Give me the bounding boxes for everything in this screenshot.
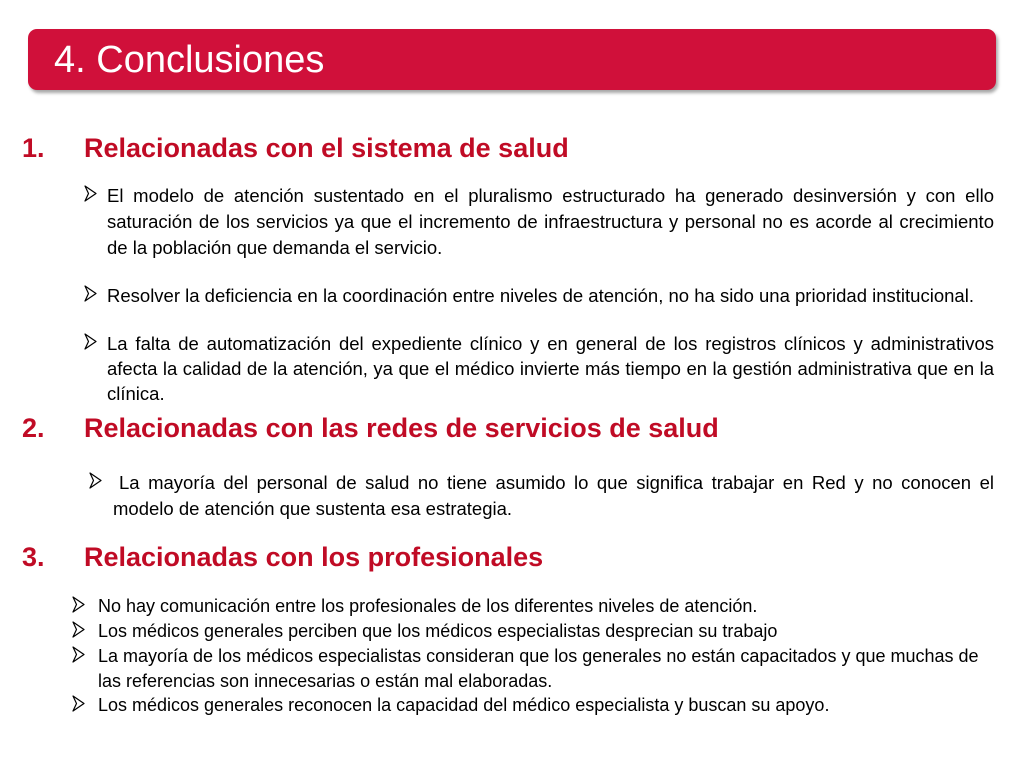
section-2-title: Relacionadas con las redes de servicios de salud (84, 413, 719, 443)
arrow-bullet-icon (84, 185, 97, 202)
section-3-bullet-3 (72, 644, 982, 694)
bullet-text: No hay comunicación entre los profesionales de los diferentes niveles de atención. (98, 596, 758, 616)
section-1-bullet-1 (84, 183, 994, 261)
arrow-bullet-icon (89, 472, 102, 489)
arrow-bullet-icon (72, 695, 85, 712)
section-3-title: Relacionadas con los profesionales (84, 542, 544, 572)
section-1-bullet-2 (84, 283, 994, 308)
bullet-text: El modelo de atención sustentado en el pluralismo estructurado ha generado desinversión y con ello saturación de los servicios ya que el incremento de infraestructura y personal no es acorde al crecimiento de la población que demanda el servicio. (107, 185, 994, 258)
section-3-bullet-2 (72, 619, 1002, 644)
bullet-text: Resolver la deficiencia en la coordinación entre niveles de atención, no ha sido una prioridad institucional. (107, 285, 974, 306)
bullet-text: Los médicos generales perciben que los médicos especialistas desprecian su trabajo (98, 621, 778, 641)
bullet-text: La falta de automatización del expediente clínico y en general de los registros clínicos y administrativos afecta la calidad de la atención, ya que el médico invierte más tiempo en la gestión administrativa que en la clínica. (107, 333, 994, 404)
arrow-bullet-icon (84, 285, 97, 302)
title-bar (28, 29, 996, 90)
section-1-number: 1. (22, 133, 45, 163)
bullet-text: La mayoría del personal de salud no tiene asumido lo que significa trabajar en Red y no conocen el modelo de atención que sustenta esa estrategia. (113, 472, 994, 519)
section-2-bullet-1 (89, 470, 994, 522)
slide-title: 4. Conclusiones (54, 39, 325, 81)
section-3-number: 3. (22, 542, 45, 572)
section-2-number: 2. (22, 413, 45, 443)
bullet-text: La mayoría de los médicos especialistas consideran que los generales no están capacitados y que muchas de las referencias son innecesarias o están mal elaboradas. (98, 646, 979, 691)
arrow-bullet-icon (72, 646, 85, 663)
section-1-heading (22, 132, 722, 164)
arrow-bullet-icon (72, 596, 85, 613)
arrow-bullet-icon (84, 333, 97, 350)
bullet-text: Los médicos generales reconocen la capacidad del médico especialista y buscan su apoyo. (98, 695, 830, 715)
arrow-bullet-icon (72, 621, 85, 638)
section-1-bullet-3 (84, 331, 994, 406)
section-3-bullet-4 (72, 693, 962, 718)
section-2-heading (22, 412, 922, 444)
section-1-title: Relacionadas con el sistema de salud (84, 133, 569, 163)
section-3-bullet-1 (72, 594, 1002, 619)
section-3-heading (22, 541, 722, 573)
